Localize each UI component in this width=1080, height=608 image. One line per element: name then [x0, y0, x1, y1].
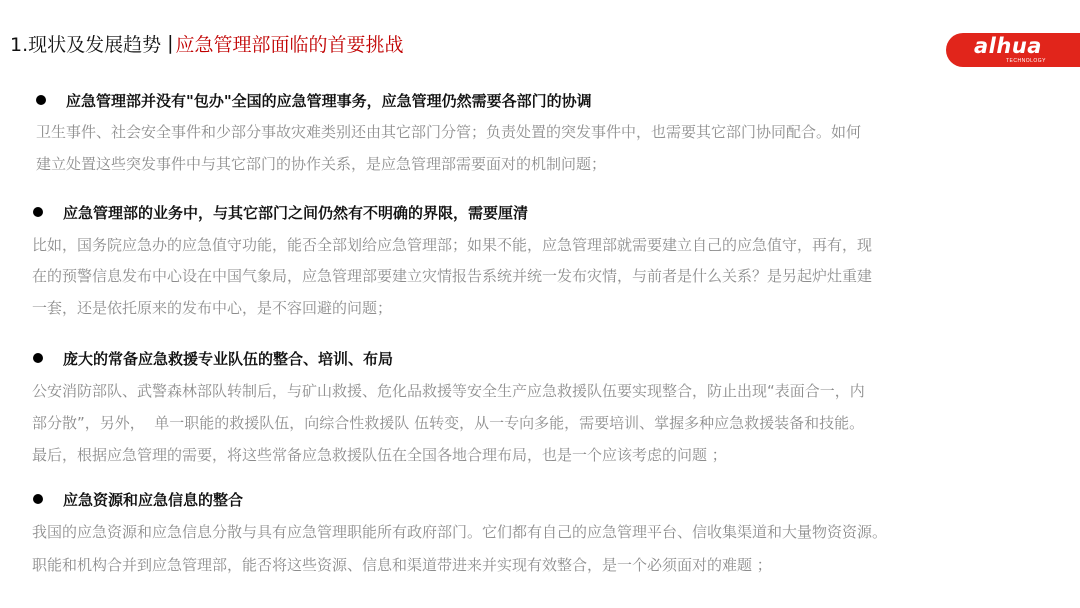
section-number-title: 1.现状及发展趋势 [10, 33, 162, 56]
logo-wordmark: alhua [974, 34, 1042, 58]
bullet-icon [36, 95, 46, 105]
page-title [10, 28, 404, 58]
section-heading [33, 201, 528, 223]
section-heading [33, 347, 393, 369]
body-text-line: 公安消防部队、武警森林部队转制后，与矿山救援、危化品救援等安全生产应急救援队伍要实现整合，防止出现“表面合一，内 [32, 382, 865, 400]
bullet-icon [33, 207, 43, 217]
bullet-icon [33, 353, 43, 363]
body-text-line: 我国的应急资源和应急信息分散与具有应急管理职能所有政府部门。它们都有自己的应急管理平台、信收集渠道和大量物资资源。 [32, 523, 888, 541]
dahua-logo [946, 33, 1080, 67]
heading-text: 应急管理部并没有"包办"全国的应急管理事务，应急管理仍然需要各部门的协调 [66, 91, 592, 110]
body-text-line: 建立处置这些突发事件中与其它部门的协作关系，是应急管理部需要面对的机制问题； [36, 155, 607, 173]
title-separator: | [167, 32, 174, 54]
heading-text: 应急管理部的业务中，与其它部门之间仍然有不明确的界限，需要厘清 [63, 203, 529, 222]
body-text-line: 部分散”，另外， 单一职能的救援队伍，向综合性救援队 伍转变，从一专向多能，需要培训、掌握多种应急救援装备和技能。 [32, 414, 865, 432]
body-text-line: 最后，根据应急管理的需要，将这些常备应急救援队伍在全国各地合理布局，也是一个应该考虑的问题 ； [32, 446, 727, 464]
heading-text: 应急资源和应急信息的整合 [63, 490, 244, 509]
section-heading [36, 89, 592, 111]
body-text-line: 卫生事件、社会安全事件和少部分事故灾难类别还由其它部门分管；负责处置的突发事件中，也需要其它部门协同配合。如何 [36, 123, 862, 141]
heading-text: 庞大的常备应急救援专业队伍的整合、培训、布局 [63, 349, 394, 368]
bullet-icon [33, 494, 43, 504]
body-text-line: 职能和机构合并到应急管理部，能否将这些资源、信息和渠道带进来并实现有效整合，是一个必须面对的难题 ； [32, 556, 772, 574]
body-text-line: 一套，还是依托原来的发布中心，是不容回避的问题； [32, 299, 393, 317]
slide-title: 应急管理部面临的首要挑战 [175, 33, 404, 56]
section-heading [33, 488, 243, 510]
body-text-line: 比如，国务院应急办的应急值守功能，能否全部划给应急管理部；如果不能，应急管理部就需要建立自己的应急值守，再有，现 [32, 236, 873, 254]
body-text-line: 在的预警信息发布中心设在中国气象局，应急管理部要建立灾情报告系统并统一发布灾情，与前者是什么关系？是另起炉灶重建 [32, 267, 873, 285]
logo-tagline: TECHNOLOGY [1006, 58, 1047, 64]
